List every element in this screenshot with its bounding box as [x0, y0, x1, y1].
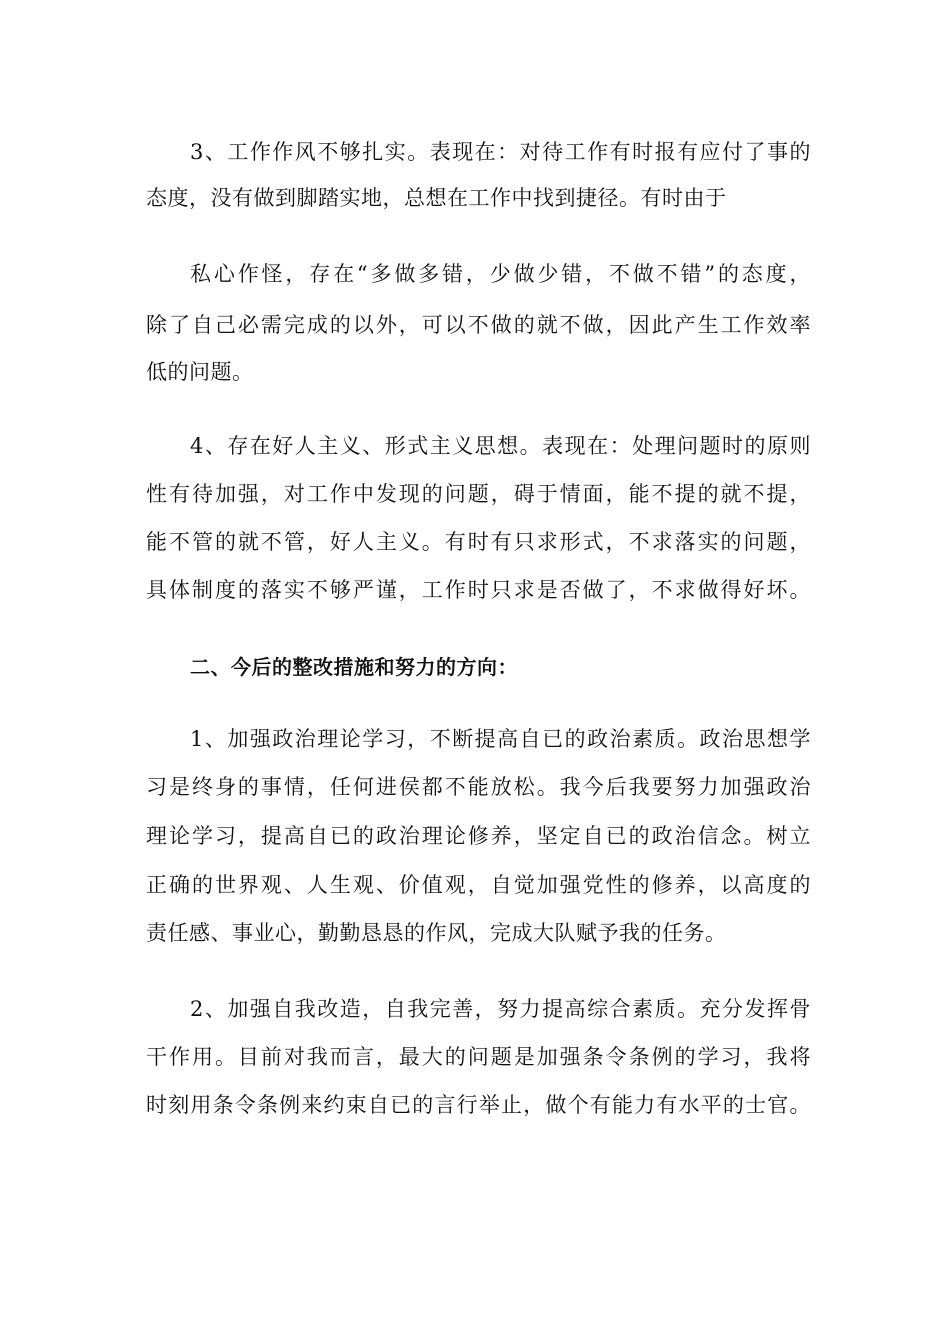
paragraph-2-line-2: 除了自己必需完成的以外，可以不做的就不做，因此产生工作效率 — [146, 313, 811, 337]
paragraph-4-line-5: 责任感、事业心，勤勤恳恳的作风，完成大队赋予我的任务。 — [146, 921, 727, 945]
paragraph-5-line-3: 时刻用条令条例来约束自已的言行举止，做个有能力有水平的士官。 — [146, 1093, 811, 1117]
paragraph-3-line-4: 具体制度的落实不够严谨，工作时只求是否做了，不求做得好坏。 — [146, 578, 811, 602]
paragraph-4-line-1: 1、加强政治理论学习，不断提高自已的政治素质。政治思想学 — [190, 727, 811, 751]
paragraph-1-line-2: 态度，没有做到脚踏实地，总想在工作中找到捷径。有时由于 — [146, 186, 727, 210]
paragraph-3-line-3: 能不管的就不管，好人主义。有时有只求形式，不求落实的问题， — [146, 530, 811, 554]
paragraph-2-line-1: 私心作怪，存在“多做多错，少做少错，不做不错”的态度， — [190, 262, 811, 286]
paragraph-5-line-1: 2、加强自我改造，自我完善，努力提高综合素质。充分发挥骨 — [190, 997, 811, 1021]
paragraph-4-line-4: 正确的世界观、人生观、价值观，自觉加强党性的修养，以高度的 — [146, 873, 811, 897]
paragraph-2-line-3: 低的问题。 — [146, 360, 254, 384]
paragraph-3-line-2: 性有待加强，对工作中发现的问题，碍于情面，能不提的就不提， — [146, 482, 811, 506]
paragraph-3-line-1: 4、存在好人主义、形式主义思想。表现在：处理问题时的原则 — [190, 434, 811, 458]
paragraph-5-line-2: 干作用。目前对我而言，最大的问题是加强条令条例的学习，我将 — [146, 1045, 811, 1069]
paragraph-4-line-2: 习是终身的事情，任何进侯都不能放松。我今后我要努力加强政治 — [146, 775, 811, 799]
paragraph-4-line-3: 理论学习，提高自已的政治理论修养，坚定自已的政治信念。树立 — [146, 824, 811, 848]
section-heading: 二、今后的整改措施和努力的方向： — [190, 655, 518, 679]
paragraph-1-line-1: 3、工作作风不够扎实。表现在：对待工作有时报有应付了事的 — [190, 140, 811, 164]
